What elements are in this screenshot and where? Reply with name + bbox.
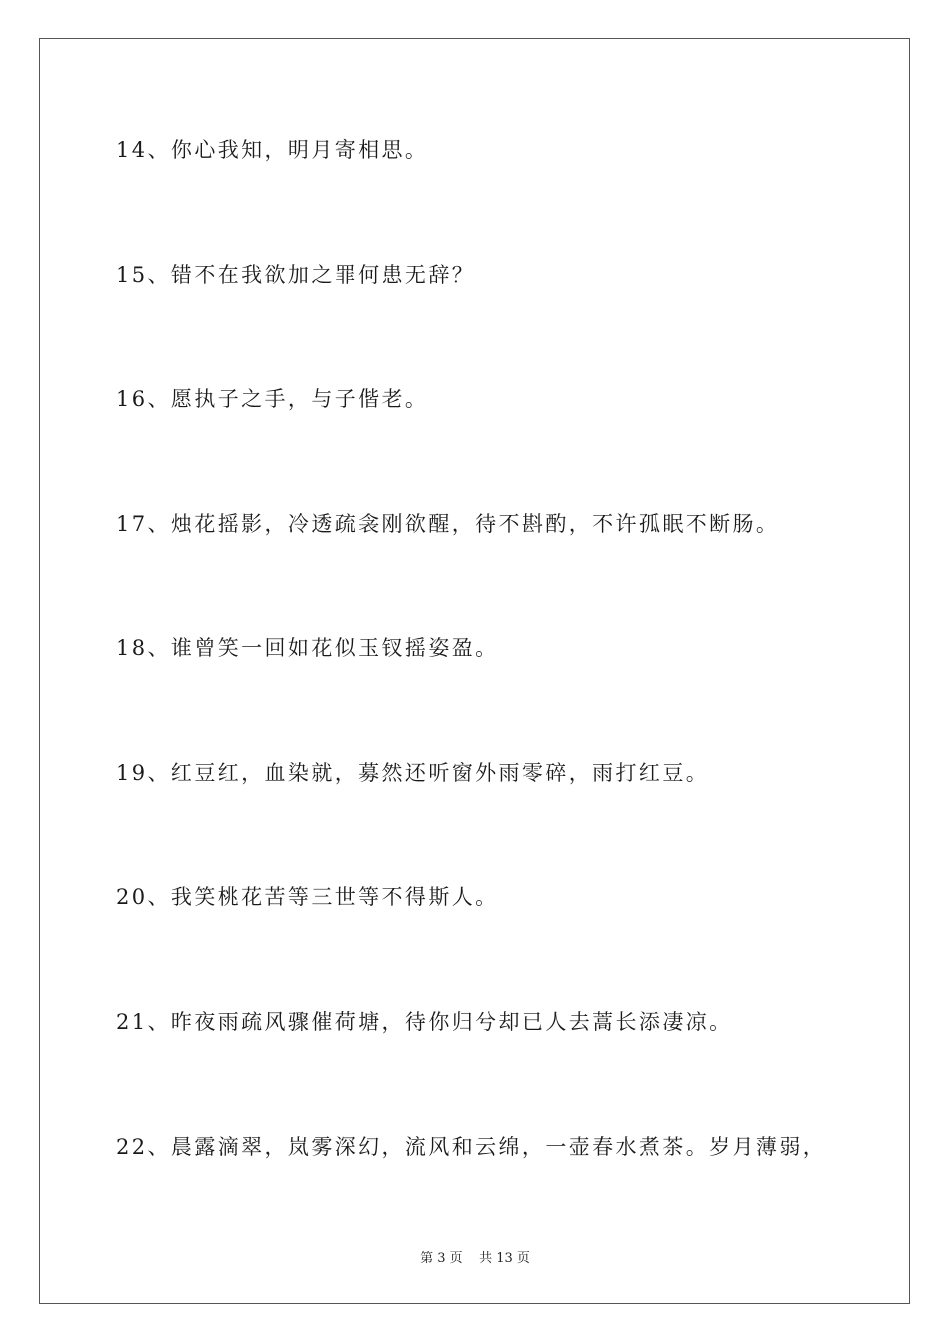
text-line-17: 17、烛花摇影，冷透疏衾刚欲醒，待不斟酌，不许孤眠不断肠。: [116, 512, 780, 536]
page-number-footer: 第 3 页 共 13 页: [420, 1251, 530, 1266]
text-line-20: 20、我笑桃花苦等三世等不得斯人。: [116, 885, 499, 909]
page-border: [39, 38, 910, 1304]
text-line-19: 19、红豆红，血染就，募然还听窗外雨零碎，雨打红豆。: [116, 761, 710, 785]
text-line-15: 15、错不在我欲加之罪何患无辞？: [116, 263, 476, 287]
text-line-14: 14、你心我知，明月寄相思。: [116, 138, 429, 162]
text-line-22: 22、晨露滴翠，岚雾深幻，流风和云绵，一壶春水煮茶。岁月薄弱，: [116, 1135, 827, 1159]
text-line-16: 16、愿执子之手，与子偕老。: [116, 387, 429, 411]
text-line-18: 18、谁曾笑一回如花似玉钗摇姿盈。: [116, 636, 499, 660]
text-line-21: 21、昨夜雨疏风骤催荷塘，待你归兮却已人去蒿长添凄凉。: [116, 1010, 733, 1034]
